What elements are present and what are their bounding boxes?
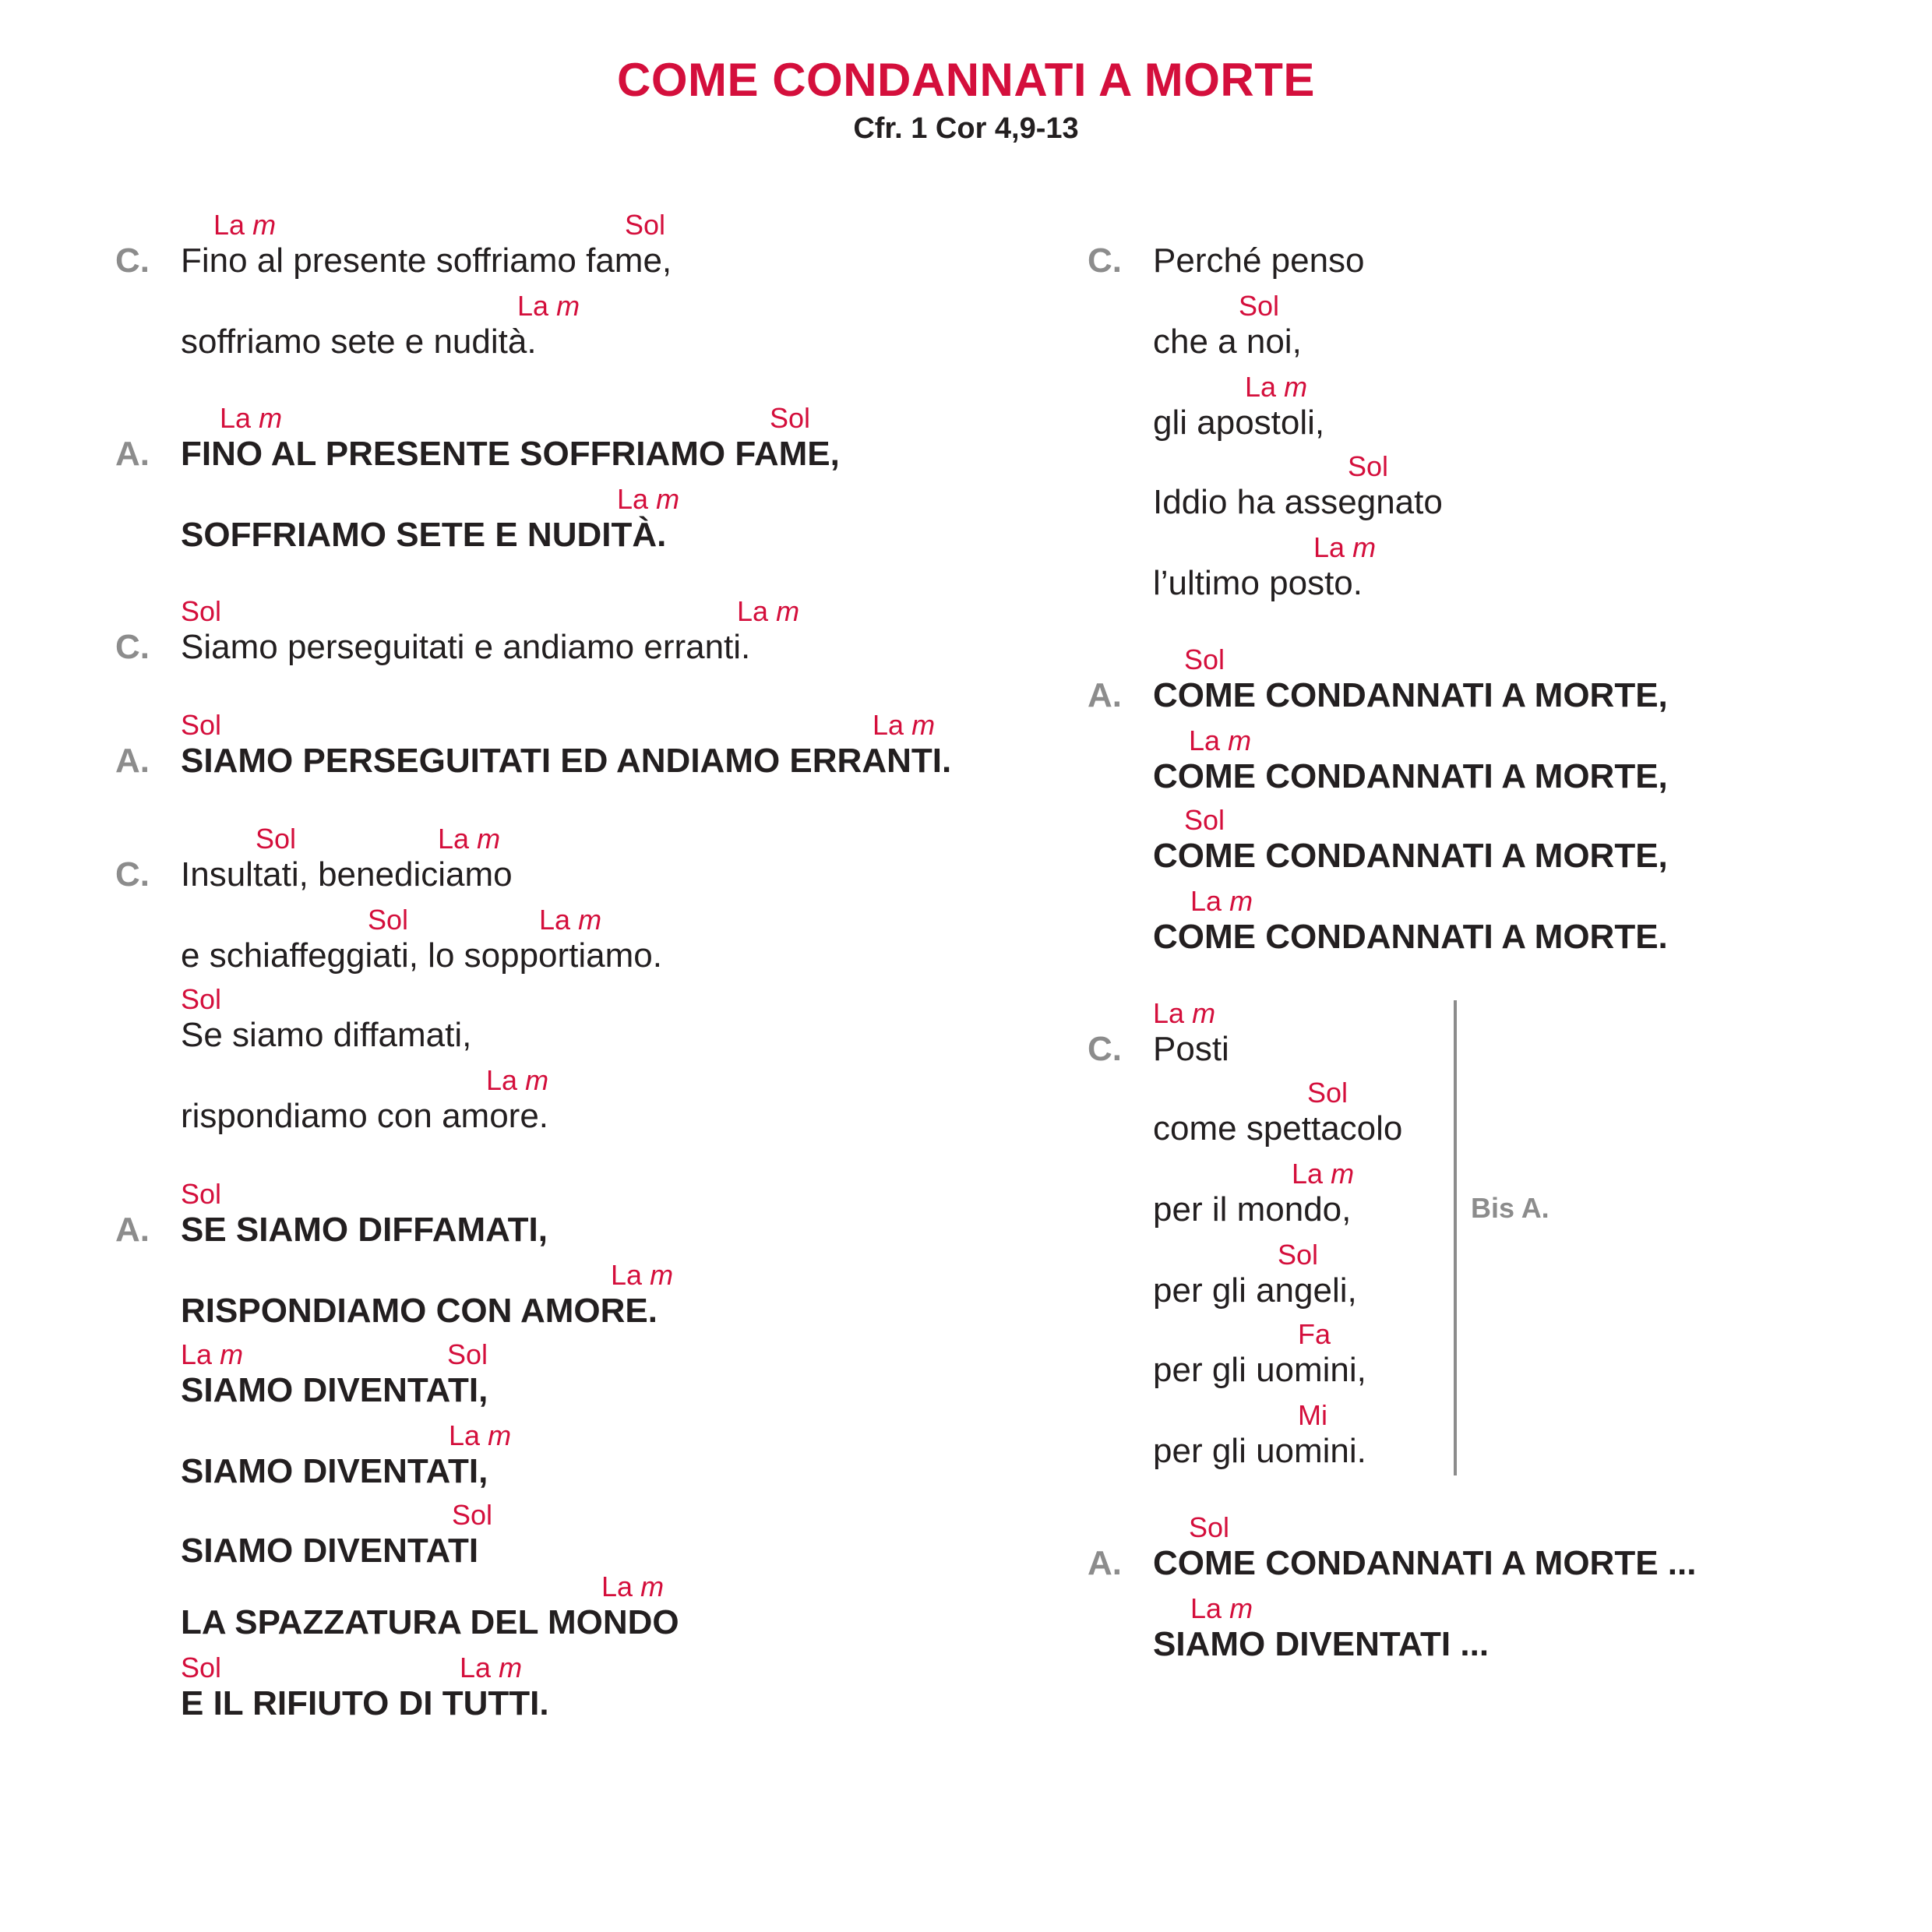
lyric-line: che a noi,: [1153, 323, 1302, 361]
chord-la-minor: La m: [1292, 1158, 1355, 1190]
chord-sol: Sol: [181, 595, 222, 627]
repeat-bracket: [1454, 1000, 1457, 1475]
chord-la-minor: La m: [1190, 885, 1253, 917]
chord-sol: Sol: [256, 823, 297, 855]
chord-sol: Sol: [368, 904, 409, 936]
refrain-line: SIAMO DIVENTATI,: [181, 1371, 488, 1409]
cantor-label: C.: [115, 628, 150, 666]
refrain-line: FINO AL PRESENTE SOFFRIAMO FAME,: [181, 435, 840, 473]
refrain-line: COME CONDANNATI A MORTE,: [1153, 757, 1668, 795]
cantor-label: C.: [1088, 1030, 1122, 1068]
chord-sol: Sol: [1189, 1511, 1230, 1543]
chord-sol: Sol: [1278, 1239, 1319, 1271]
chord-la-minor: La m: [737, 595, 800, 627]
chord-sol: Sol: [447, 1338, 488, 1370]
refrain-line: COME CONDANNATI A MORTE ...: [1153, 1544, 1697, 1582]
refrain-line: SIAMO DIVENTATI ...: [1153, 1625, 1490, 1663]
lyric-line: per gli angeli,: [1153, 1271, 1357, 1310]
refrain-line: E IL RIFIUTO DI TUTTI.: [181, 1684, 549, 1722]
refrain-line: SIAMO DIVENTATI: [181, 1532, 479, 1570]
lyric-line: Perché penso: [1153, 242, 1365, 280]
chord-la-minor: La m: [460, 1652, 523, 1683]
chord-sol: Sol: [452, 1499, 493, 1531]
chord-la-minor: La m: [486, 1064, 549, 1096]
assembly-label: A.: [115, 435, 150, 473]
refrain-line: SOFFRIAMO SETE E NUDITÀ.: [181, 516, 667, 554]
lyric-line: e schiaffeggiati, lo sopportiamo.: [181, 936, 662, 975]
refrain-line: COME CONDANNATI A MORTE.: [1153, 918, 1668, 956]
chord-sol: Sol: [181, 1652, 222, 1683]
chord-la-minor: La m: [611, 1259, 674, 1291]
song-title: COME CONDANNATI A MORTE: [617, 54, 1315, 106]
lyric-line: l’ultimo posto.: [1153, 564, 1363, 602]
chord-la-minor: La m: [1245, 371, 1308, 403]
chord-sol: Sol: [181, 983, 222, 1015]
chord-la-minor: La m: [517, 290, 580, 322]
cantor-label: C.: [115, 242, 150, 280]
chord-la-minor: La m: [873, 709, 936, 741]
chord-la-minor: La m: [539, 904, 602, 936]
chord-mi: Mi: [1298, 1399, 1327, 1431]
chord-la-minor: La m: [220, 402, 283, 434]
lyric-line: per gli uomini.: [1153, 1432, 1366, 1470]
chord-sol: Sol: [1307, 1077, 1349, 1109]
assembly-label: A.: [1088, 676, 1122, 714]
assembly-label: A.: [115, 742, 150, 780]
lyric-line: Iddio ha assegnato: [1153, 483, 1443, 521]
chord-fa: Fa: [1298, 1318, 1331, 1350]
refrain-line: RISPONDIAMO CON AMORE.: [181, 1292, 658, 1330]
lyric-line: rispondiamo con amore.: [181, 1097, 549, 1135]
scripture-reference: Cfr. 1 Cor 4,9-13: [853, 112, 1079, 145]
lyric-line: per il mondo,: [1153, 1190, 1352, 1229]
chord-sol: Sol: [181, 1178, 222, 1210]
chord-la-minor: La m: [1153, 997, 1216, 1029]
lyric-line: gli apostoli,: [1153, 404, 1325, 442]
lyric-line: Fino al presente soffriamo fame,: [181, 242, 672, 280]
lyric-line: soffriamo sete e nudità.: [181, 323, 537, 361]
chord-la-minor: La m: [1190, 1592, 1253, 1624]
chord-la-minor: La m: [213, 209, 277, 241]
chord-la-minor: La m: [1189, 724, 1252, 756]
chord-sol: Sol: [1239, 290, 1280, 322]
refrain-line: LA SPAZZATURA DEL MONDO: [181, 1603, 679, 1641]
lyric-line: Siamo perseguitati e andiamo erranti.: [181, 628, 751, 666]
lyric-line: Posti: [1153, 1030, 1229, 1068]
lyric-line: come spettacolo: [1153, 1109, 1403, 1148]
cantor-label: C.: [1088, 242, 1122, 280]
cantor-label: C.: [115, 855, 150, 894]
chord-la-minor: La m: [438, 823, 501, 855]
chord-la-minor: La m: [601, 1571, 665, 1602]
refrain-line: SE SIAMO DIFFAMATI,: [181, 1211, 548, 1249]
chord-sol: Sol: [770, 402, 811, 434]
assembly-label: A.: [1088, 1544, 1122, 1582]
refrain-line: SIAMO PERSEGUITATI ED ANDIAMO ERRANTI.: [181, 742, 952, 780]
chord-sol: Sol: [181, 709, 222, 741]
lyric-line: Se siamo diffamati,: [181, 1016, 472, 1054]
chord-la-minor: La m: [1313, 531, 1377, 563]
chord-sol: Sol: [1348, 450, 1389, 482]
lyric-line: Insultati, benediciamo: [181, 855, 513, 894]
assembly-label: A.: [115, 1211, 150, 1249]
chord-la-minor: La m: [181, 1338, 244, 1370]
refrain-line: SIAMO DIVENTATI,: [181, 1452, 488, 1490]
chord-sol: Sol: [1184, 804, 1225, 836]
repeat-note: Bis A.: [1471, 1192, 1549, 1224]
refrain-line: COME CONDANNATI A MORTE,: [1153, 837, 1668, 875]
chord-la-minor: La m: [617, 483, 680, 515]
chord-sol: Sol: [625, 209, 666, 241]
refrain-line: COME CONDANNATI A MORTE,: [1153, 676, 1668, 714]
lyric-line: per gli uomini,: [1153, 1351, 1366, 1389]
chord-sol: Sol: [1184, 643, 1225, 675]
chord-la-minor: La m: [449, 1419, 512, 1451]
